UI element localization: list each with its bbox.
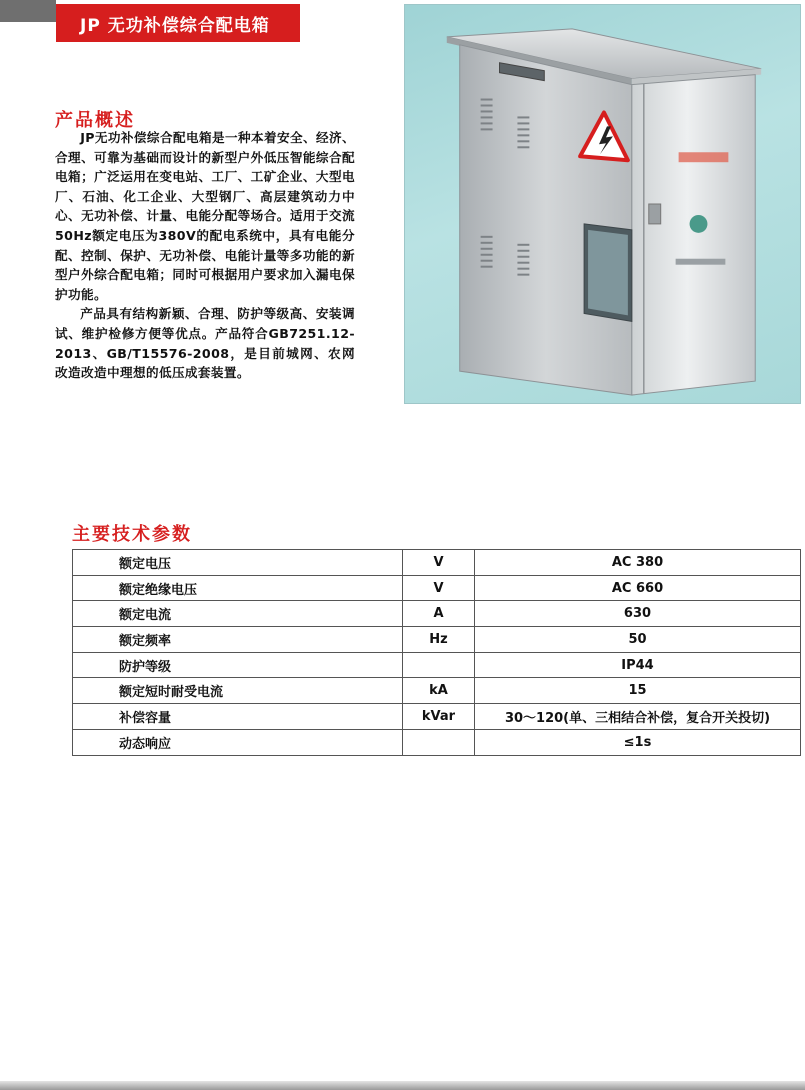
spec-unit xyxy=(403,652,475,678)
spec-value: ≤1s xyxy=(475,729,801,755)
top-gray-bar xyxy=(0,0,56,22)
spec-unit: V xyxy=(403,575,475,601)
spec-value: 30～120(单、三相结合补偿，复合开关投切) xyxy=(475,704,801,730)
bottom-bar xyxy=(0,1081,805,1090)
spec-value: AC 660 xyxy=(475,575,801,601)
spec-unit: kVar xyxy=(403,704,475,730)
table-row xyxy=(73,729,801,755)
product-photo xyxy=(404,4,801,404)
spec-name: 额定频率 xyxy=(73,627,403,653)
spec-value: 15 xyxy=(475,678,801,704)
spec-unit: A xyxy=(403,601,475,627)
table-row xyxy=(73,627,801,653)
spec-name: 防护等级 xyxy=(73,652,403,678)
table-row xyxy=(73,550,801,576)
table-row xyxy=(73,575,801,601)
title-banner xyxy=(56,4,300,42)
overview-paragraph-1: JP无功补偿综合配电箱是一种本着安全、经济、合理、可靠为基础而设计的新型户外低压智能综合配电箱；广泛运用在变电站、工厂、工矿企业、大型电厂、石油、化工企业、大型钢厂、高层建筑动力中心、无功补偿、计量、电能分配等场合。适用于交流50Hz额定电压为380V的配电系统中，具有电能分配、控制、保护、无功补偿、电能计量等多功能的新型户外综合配电箱；同时可根据用户要求加入漏电保护功能。 xyxy=(55,130,355,302)
spec-value: 50 xyxy=(475,627,801,653)
spec-unit: Hz xyxy=(403,627,475,653)
spec-name: 额定电流 xyxy=(73,601,403,627)
spec-name: 额定绝缘电压 xyxy=(73,575,403,601)
spec-value: IP44 xyxy=(475,652,801,678)
spec-name: 动态响应 xyxy=(73,729,403,755)
table-row xyxy=(73,678,801,704)
spec-name: 额定短时耐受电流 xyxy=(73,678,403,704)
spec-value: 630 xyxy=(475,601,801,627)
overview-heading: 产品概述 xyxy=(55,110,135,131)
table-row xyxy=(73,652,801,678)
table-row xyxy=(73,704,801,730)
spec-name: 额定电压 xyxy=(73,550,403,576)
spec-unit: kA xyxy=(403,678,475,704)
table-row xyxy=(73,601,801,627)
electrical-cabinet-photo-icon xyxy=(405,5,800,403)
overview-paragraph-2: 产品具有结构新颖、合理、防护等级高、安装调试、维护检修方便等优点。产品符合GB7251.12-2013、GB/T15576-2008，是目前城网、农网改造改造中理想的低压成套装置。 xyxy=(55,306,355,381)
spec-unit xyxy=(403,729,475,755)
spec-table xyxy=(72,549,801,756)
overview-body xyxy=(55,128,355,383)
spec-unit: V xyxy=(403,550,475,576)
spec-value: AC 380 xyxy=(475,550,801,576)
spec-name: 补偿容量 xyxy=(73,704,403,730)
banner-title: JP 无功补偿综合配电箱 xyxy=(80,15,270,36)
specs-heading: 主要技术参数 xyxy=(72,524,192,545)
